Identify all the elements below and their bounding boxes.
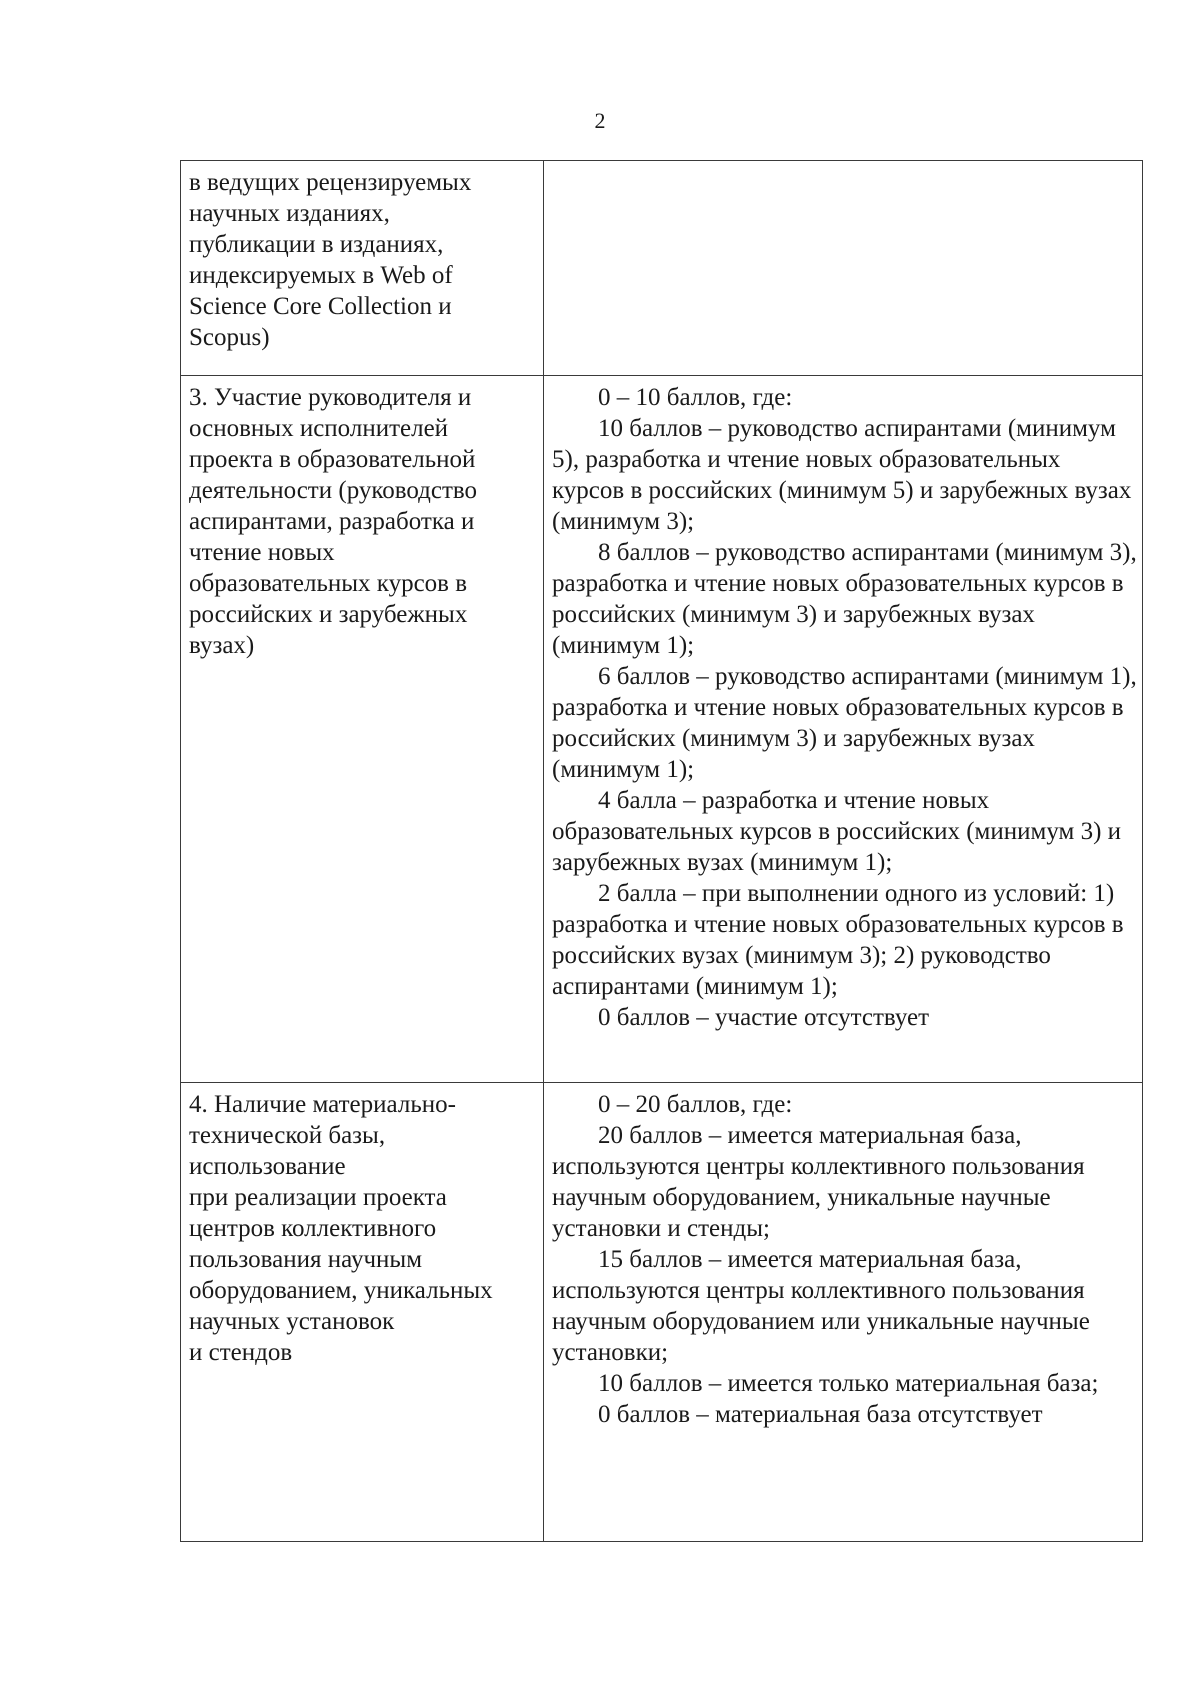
scoring-paragraph: 20 баллов – имеется материальная база, используются центры коллективного пользования научным оборудованием, уникальные научные установки и стенды; — [552, 1122, 1085, 1242]
table-row — [181, 376, 1143, 1083]
scoring-cell — [544, 376, 1143, 1083]
criterion-text: 4. Наличие материально- технической базы, использование при реализации проекта центров коллективного пользования научным оборудованием, уникальных научных установок и стендов — [189, 1091, 493, 1366]
scoring-paragraph: 10 баллов – имеется только материальная база; — [598, 1370, 1099, 1397]
scoring-paragraph: 0 баллов – участие отсутствует — [598, 1004, 930, 1031]
scoring-cell — [544, 161, 1143, 376]
scoring-paragraph: 8 баллов – руководство аспирантами (минимум 3), разработка и чтение новых образовательных курсов в российских (минимум 3) и зарубежных вузах (минимум 1); — [552, 539, 1137, 659]
scoring-paragraph: 0 – 20 баллов, где: — [598, 1091, 793, 1118]
scoring-paragraph: 15 баллов – имеется материальная база, используются центры коллективного пользования научным оборудованием или уникальные научные установки; — [552, 1246, 1090, 1366]
criterion-text: в ведущих рецензируемых научных изданиях, публикации в изданиях, индексируемых в Web of Science Core Collection и Scopus) — [189, 169, 472, 351]
scoring-paragraph: 2 балла – при выполнении одного из условий: 1) разработка и чтение новых образовательных курсов в российских вузах (минимум 3); 2) руководство аспирантами (минимум 1); — [552, 880, 1124, 1000]
scoring-paragraph: 4 балла – разработка и чтение новых образовательных курсов в российских (минимум 3) и зарубежных вузах (минимум 1); — [552, 787, 1122, 876]
criterion-cell — [181, 376, 544, 1083]
table-row — [181, 161, 1143, 376]
criterion-cell — [181, 161, 544, 376]
criteria-table — [180, 160, 1143, 1542]
page-number: 2 — [594, 108, 606, 133]
scoring-paragraph: 6 баллов – руководство аспирантами (минимум 1), разработка и чтение новых образовательных курсов в российских (минимум 3) и зарубежных вузах (минимум 1); — [552, 663, 1137, 783]
scoring-paragraph: 0 – 10 баллов, где: — [598, 384, 793, 411]
criterion-cell — [181, 1083, 544, 1542]
table-row — [181, 1083, 1143, 1542]
scoring-paragraph: 0 баллов – материальная база отсутствует — [598, 1401, 1043, 1428]
scoring-paragraph: 10 баллов – руководство аспирантами (минимум 5), разработка и чтение новых образовательных курсов в российских (минимум 5) и зарубежных вузах (минимум 3); — [552, 415, 1132, 535]
scoring-cell — [544, 1083, 1143, 1542]
criterion-text: 3. Участие руководителя и основных исполнителей проекта в образовательной деятельности (руководство аспирантами, разработка и чтение новых образовательных курсов в российских и зарубежных вузах) — [189, 384, 478, 659]
